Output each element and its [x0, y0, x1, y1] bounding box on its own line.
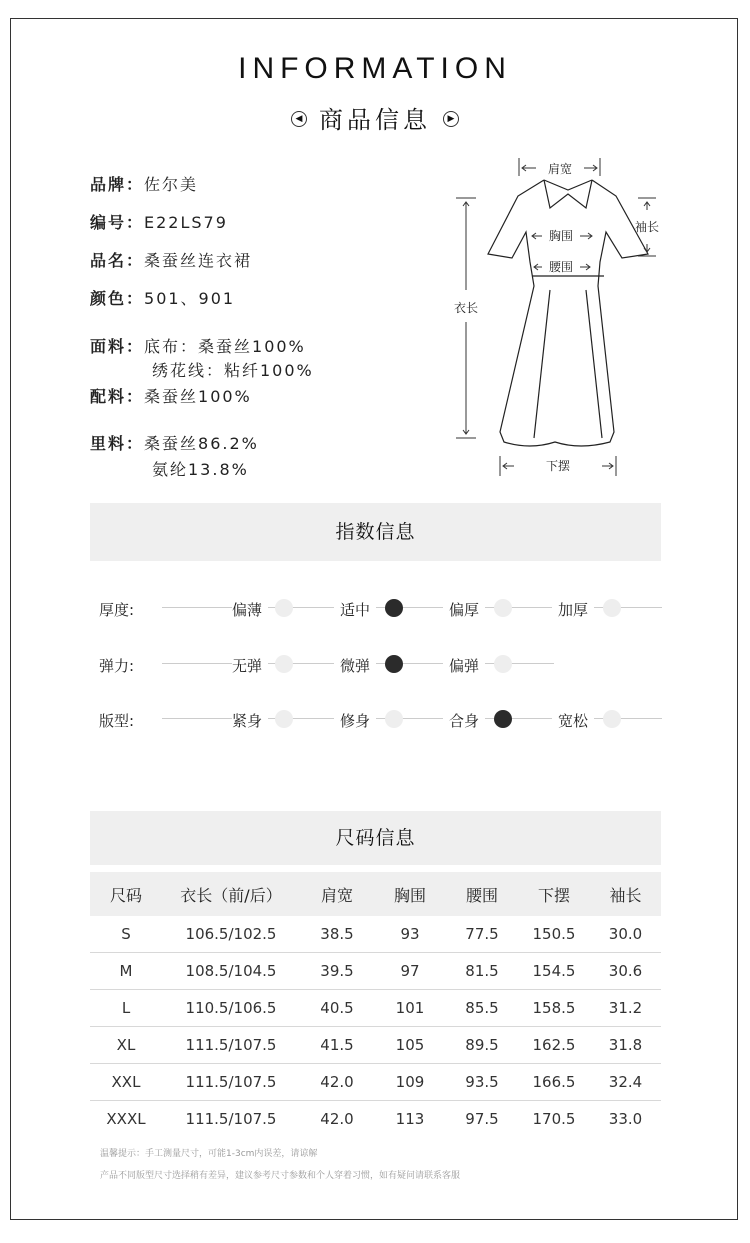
table-cell: 108.5/104.5	[162, 953, 300, 990]
table-cell: 109	[374, 1064, 446, 1101]
table-cell: 41.5	[300, 1027, 374, 1064]
index-dot	[275, 710, 293, 728]
code-row	[90, 210, 228, 233]
index-row-elasticity	[0, 649, 750, 679]
table-cell: 38.5	[300, 916, 374, 953]
table-cell: 166.5	[518, 1064, 590, 1101]
sleeve-label: 袖长	[634, 220, 660, 234]
table-cell: XXL	[90, 1064, 162, 1101]
fabric-row	[90, 334, 306, 357]
dress-diagram	[440, 150, 670, 490]
index-dot-selected	[385, 599, 403, 617]
table-cell: 111.5/107.5	[185, 1110, 277, 1128]
waist-label: 腰围	[548, 260, 574, 274]
table-cell: 42.0	[300, 1064, 374, 1101]
table-cell: 162.5	[518, 1027, 590, 1064]
name-value: 桑蚕丝连衣裙	[144, 251, 253, 270]
subtitle-text: 商品信息	[319, 106, 431, 134]
table-cell: 89.5	[446, 1027, 518, 1064]
index-option: 偏薄	[232, 599, 268, 620]
index-label: 版型:	[99, 712, 135, 730]
column-header: 腰围	[446, 872, 518, 916]
table-cell: 32.4	[590, 1064, 661, 1101]
index-label: 弹力:	[99, 657, 135, 675]
table-cell: 31.8	[590, 1027, 661, 1064]
index-option: 适中	[334, 599, 376, 620]
lining-value-1: 桑蚕丝86.2%	[144, 434, 259, 453]
table-cell: 111.5/107.5	[162, 1027, 300, 1064]
table-cell: 81.5	[446, 953, 518, 990]
skirt-line-right	[586, 290, 602, 438]
brand-value: 佐尔美	[144, 175, 199, 194]
column-header: 肩宽	[300, 872, 374, 916]
index-dot	[385, 710, 403, 728]
table-cell: 113	[395, 1110, 425, 1128]
column-header: 下摆	[518, 872, 590, 916]
table-cell: 97	[374, 953, 446, 990]
table-cell: 39.5	[300, 953, 374, 990]
circle-right-arrow-icon: ▶	[443, 111, 459, 127]
page-title: INFORMATION	[238, 52, 512, 85]
table-cell: XXXL	[106, 1110, 146, 1128]
table-cell: 42.0	[320, 1110, 354, 1128]
table-cell: 106.5/102.5	[162, 916, 300, 953]
color-label: 颜色：	[90, 289, 145, 308]
table-cell: 93	[374, 916, 446, 953]
column-header: 尺码	[90, 872, 162, 916]
table-cell: 111.5/107.5	[162, 1064, 300, 1101]
table-cell: 30.6	[590, 953, 661, 990]
table-cell: L	[90, 990, 162, 1027]
index-label: 厚度:	[99, 601, 135, 619]
size-table-header	[90, 872, 661, 916]
table-cell: XL	[90, 1027, 162, 1064]
note-line-2: 产品不同版型尺寸选择稍有差异，建议参考尺寸参数和个人穿着习惯，如有疑问请联系客服	[100, 1171, 461, 1181]
table-cell: 77.5	[446, 916, 518, 953]
accessory-value: 桑蚕丝100%	[144, 387, 252, 406]
lining-row	[90, 431, 259, 454]
note-line-1: 温馨提示：手工测量尺寸，可能1-3cm内误差，请谅解	[100, 1149, 318, 1159]
table-cell: 105	[374, 1027, 446, 1064]
shoulder-label: 肩宽	[547, 162, 573, 176]
table-cell: 110.5/106.5	[162, 990, 300, 1027]
column-header: 衣长（前/后）	[162, 872, 300, 916]
hem-label: 下摆	[545, 459, 571, 473]
color-value: 501、901	[144, 289, 236, 308]
dress-outline	[488, 180, 648, 446]
table-row	[90, 990, 661, 1027]
length-label: 衣长	[453, 301, 479, 315]
table-cell: 97.5	[465, 1110, 499, 1128]
collar-back	[544, 180, 592, 190]
name-label: 品名：	[90, 251, 145, 270]
index-dot	[494, 599, 512, 617]
index-dot	[494, 655, 512, 673]
table-row	[90, 916, 661, 953]
index-option: 偏厚	[443, 599, 485, 620]
table-cell: 154.5	[518, 953, 590, 990]
size-table	[90, 872, 661, 1137]
index-option: 紧身	[232, 710, 268, 731]
table-cell: 33.0	[608, 1110, 643, 1128]
table-cell: 150.5	[518, 916, 590, 953]
lining-value-2: 氨纶13.8%	[152, 460, 249, 479]
index-row-thickness	[0, 593, 750, 623]
table-cell: 158.5	[518, 990, 590, 1027]
code-label: 编号：	[90, 213, 145, 232]
table-cell: 40.5	[300, 990, 374, 1027]
index-option: 微弹	[334, 655, 376, 676]
table-cell: 85.5	[446, 990, 518, 1027]
index-option: 无弹	[232, 655, 268, 676]
accessory-label: 配料：	[90, 387, 145, 406]
table-cell: 93.5	[446, 1064, 518, 1101]
collar-shape	[544, 180, 592, 208]
brand-row	[90, 172, 198, 195]
fabric-row-2	[152, 358, 314, 381]
index-dot-selected	[385, 655, 403, 673]
index-option: 修身	[334, 710, 376, 731]
index-dot	[603, 599, 621, 617]
index-option: 宽松	[552, 710, 594, 731]
skirt-line-left	[534, 290, 550, 438]
table-cell: 30.0	[590, 916, 661, 953]
code-value: E22LS79	[144, 213, 228, 232]
chest-label: 胸围	[548, 229, 574, 243]
lining-label: 里料：	[90, 434, 145, 453]
table-cell: S	[90, 916, 162, 953]
table-cell: 101	[374, 990, 446, 1027]
index-dot	[275, 599, 293, 617]
column-header: 胸围	[374, 872, 446, 916]
accessory-row	[90, 384, 252, 407]
index-option: 合身	[443, 710, 485, 731]
table-row	[90, 1101, 661, 1138]
table-cell: M	[90, 953, 162, 990]
column-header: 袖长	[590, 872, 661, 916]
index-dot	[275, 655, 293, 673]
index-section-title: 指数信息	[90, 503, 661, 561]
size-section-title: 尺码信息	[90, 811, 661, 865]
table-row	[90, 953, 661, 990]
index-row-fit	[0, 704, 750, 734]
index-option: 偏弹	[443, 655, 485, 676]
lining-row-2	[152, 457, 249, 480]
index-dot	[603, 710, 621, 728]
name-row	[90, 248, 252, 271]
table-cell: 170.5	[532, 1110, 576, 1128]
index-option: 加厚	[552, 599, 594, 620]
brand-label: 品牌：	[90, 175, 145, 194]
table-cell: 31.2	[590, 990, 661, 1027]
fabric-value-2: 绣花线：粘纤100%	[152, 361, 314, 380]
table-row	[90, 1064, 661, 1101]
circle-left-arrow-icon: ◀	[291, 111, 307, 127]
color-row	[90, 286, 235, 309]
page-subtitle	[0, 100, 750, 135]
index-dot-selected	[494, 710, 512, 728]
fabric-label: 面料：	[90, 337, 145, 356]
fabric-value-1: 底布：桑蚕丝100%	[144, 337, 306, 356]
table-row	[90, 1027, 661, 1064]
